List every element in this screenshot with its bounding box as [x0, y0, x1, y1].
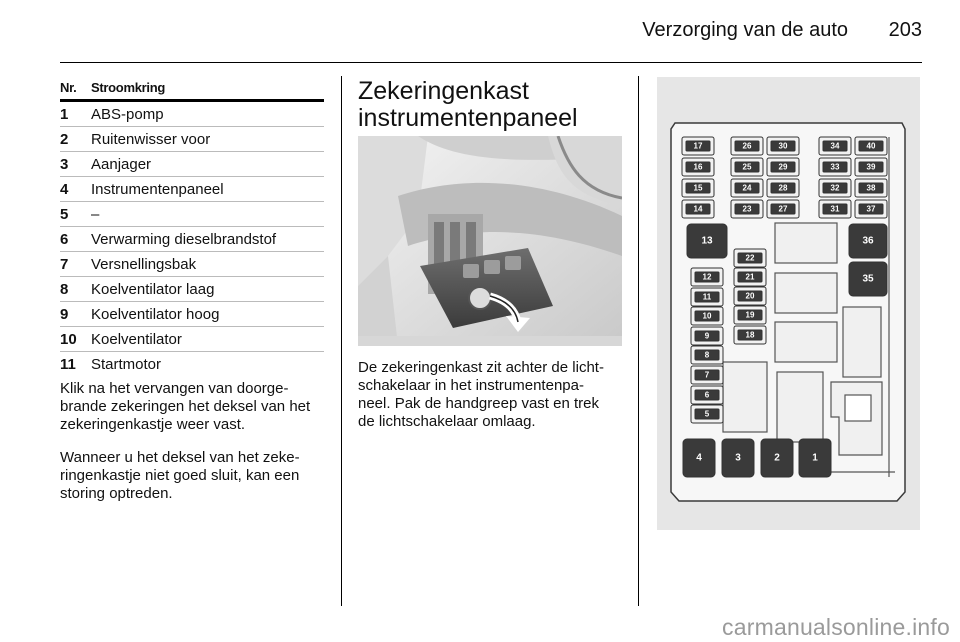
fuse-label: 10	[702, 311, 712, 321]
relay-label: 35	[862, 273, 874, 285]
paragraph-reattach-cover	[60, 380, 326, 434]
fuse-circuit: Instrumentenpaneel	[91, 180, 224, 198]
fuse-label: 12	[702, 272, 712, 282]
text-line: ringenkastje niet goed sluit, kan een	[60, 467, 300, 484]
column-divider-left	[341, 76, 342, 606]
paragraph-cover-warning	[60, 449, 326, 503]
fuse-circuit: Aanjager	[91, 155, 152, 173]
fuse-label: 31	[830, 204, 840, 214]
column-divider-right	[638, 76, 639, 606]
relay-label: 2	[774, 452, 780, 464]
fuse-table-body	[60, 102, 324, 377]
heading-line: instrumentenpaneel	[358, 104, 578, 132]
fuse-box-location-photo	[358, 136, 622, 346]
fuse-table-row	[60, 102, 324, 127]
fuse-circuit: Koelventilator	[91, 330, 182, 348]
fuse-table-row	[60, 327, 324, 352]
fuse-label: 6	[704, 390, 710, 400]
text-line: De zekeringenkast zit achter de licht-	[358, 359, 604, 376]
header-rule	[60, 62, 922, 63]
fuse-table-row	[60, 177, 324, 202]
fuse-label: 20	[745, 291, 755, 301]
fuse-label: 26	[742, 141, 752, 151]
fuse-circuit: Versnellingsbak	[91, 255, 197, 273]
fuse-label: 18	[745, 330, 755, 340]
fuse-label: 32	[830, 183, 840, 193]
fuse-label: 38	[866, 183, 876, 193]
fuse-number: 1	[60, 105, 69, 123]
fuse-label: 7	[704, 370, 710, 380]
fuse-table-row	[60, 227, 324, 252]
fuse-label: 15	[693, 183, 703, 193]
fuse-table-row	[60, 152, 324, 177]
fuse-label: 24	[742, 183, 752, 193]
fuse-label: 29	[778, 162, 788, 172]
fuse-label: 21	[745, 272, 755, 282]
fuse-circuit: Ruitenwisser voor	[91, 130, 211, 148]
fuse-label: 37	[866, 204, 876, 214]
relay-label: 1	[812, 452, 818, 464]
fuse-box-location-text	[358, 359, 628, 431]
fuse-circuit: Koelventilator laag	[91, 280, 215, 298]
fuse-label: 33	[830, 162, 840, 172]
fuse-table	[60, 80, 324, 377]
fuse-label: 39	[866, 162, 876, 172]
text-line: neel. Pak de handgreep vast en trek	[358, 395, 599, 412]
page-number: 203	[888, 19, 922, 41]
fuse-label: 16	[693, 162, 703, 172]
fuse-circuit: Startmotor	[91, 356, 162, 373]
page-section-title: Verzorging van de auto	[642, 19, 848, 41]
fuse-circuit: Koelventilator hoog	[91, 305, 220, 323]
fuse-label: 9	[704, 331, 710, 341]
relay-label: 36	[862, 235, 874, 247]
fuse-number: 9	[60, 305, 69, 323]
fuse-table-row	[60, 127, 324, 152]
fuse-table-row	[60, 252, 324, 277]
fuse-number: 10	[60, 330, 77, 348]
fuse-label: 8	[704, 350, 710, 360]
fuse-table-row	[60, 302, 324, 327]
fuse-box-diagram	[657, 77, 920, 530]
fuse-number: 8	[60, 280, 69, 298]
fuse-label: 14	[693, 204, 703, 214]
watermark: carmanualsonline.info	[722, 614, 950, 640]
relay-label: 4	[696, 452, 702, 464]
fuse-label: 17	[693, 141, 703, 151]
fuse-table-row	[60, 352, 324, 377]
fuse-number: 5	[60, 205, 69, 223]
text-line: storing optreden.	[60, 485, 173, 502]
column-header-nr: Nr.	[60, 80, 77, 95]
fuse-label: 28	[778, 183, 788, 193]
relay-label: 13	[701, 235, 713, 247]
heading-line: Zekeringenkast	[358, 77, 529, 105]
fuse-circuit: ABS-pomp	[91, 105, 164, 123]
text-line: Wanneer u het deksel van het zeke-	[60, 449, 300, 466]
text-line: schakelaar in het instrumentenpa-	[358, 377, 584, 394]
fuse-label: 25	[742, 162, 752, 172]
fuse-label: 27	[778, 204, 788, 214]
fuse-number: 6	[60, 230, 69, 248]
fuse-number: 7	[60, 255, 69, 273]
fuse-label: 30	[778, 141, 788, 151]
section-heading	[358, 78, 628, 132]
fuse-number: 4	[60, 180, 69, 198]
fuse-number: 3	[60, 155, 69, 173]
fuse-table-row	[60, 277, 324, 302]
fuse-label: 23	[742, 204, 752, 214]
column-header-circuit: Stroomkring	[91, 80, 165, 95]
relay-label: 3	[735, 452, 741, 464]
fuse-label: 11	[702, 292, 712, 302]
fuse-label: 34	[830, 141, 840, 151]
fuse-label: 40	[866, 141, 876, 151]
fuse-table-header	[60, 80, 324, 98]
fuse-number: 11	[60, 356, 76, 373]
fuse-label: 19	[745, 310, 755, 320]
fuse-number: 2	[60, 130, 69, 148]
fuse-circuit: Verwarming dieselbrandstof	[91, 230, 277, 248]
fuse-circuit: –	[91, 205, 100, 223]
fuse-label: 5	[704, 409, 710, 419]
text-line: zekeringenkastje weer vast.	[60, 416, 246, 433]
text-line: Klik na het vervangen van doorge-	[60, 380, 289, 397]
fuse-table-row	[60, 202, 324, 227]
text-line: brande zekeringen het deksel van het	[60, 398, 311, 415]
fuse-label: 22	[745, 253, 755, 263]
text-line: de lichtschakelaar omlaag.	[358, 413, 536, 430]
